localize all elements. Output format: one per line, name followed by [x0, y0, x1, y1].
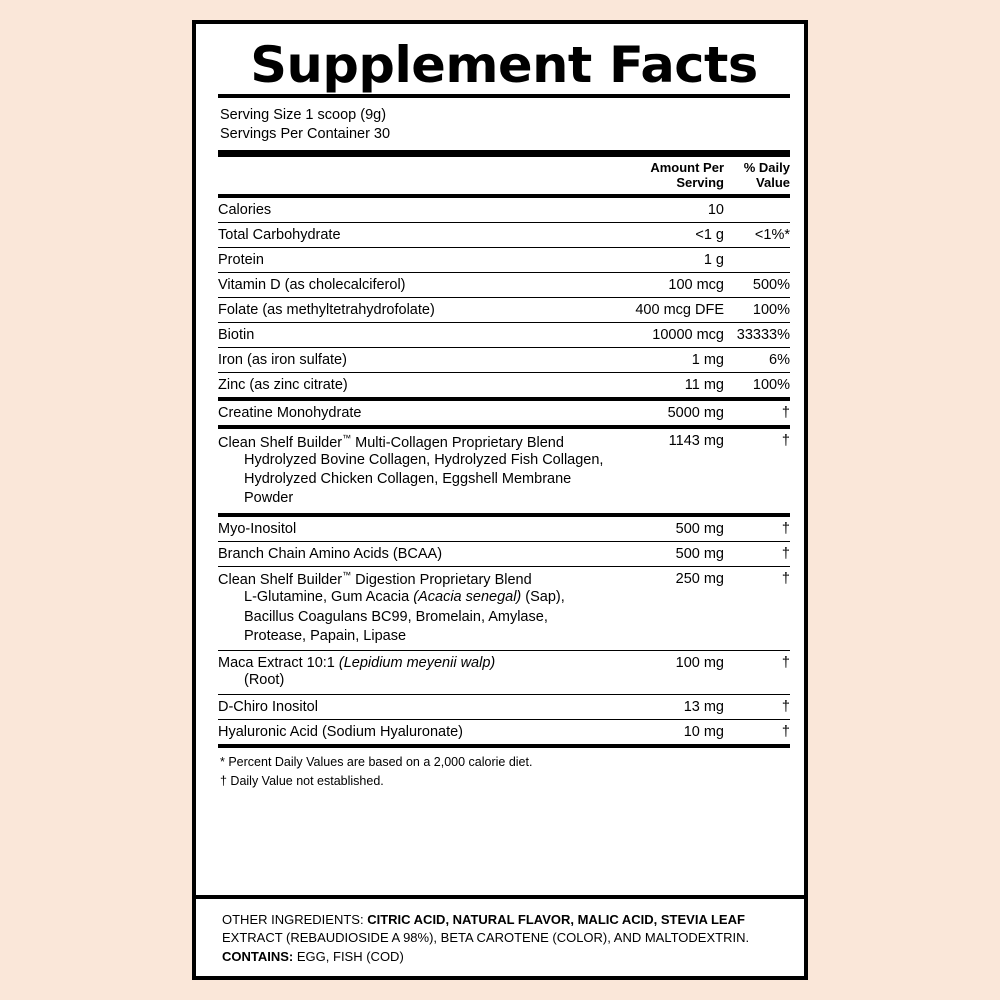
ingredient-name: Hyaluronic Acid (Sodium Hyaluronate)	[218, 720, 604, 745]
table-row	[218, 566, 790, 651]
ingredient-amount: 500 mg	[604, 541, 724, 566]
supplement-facts-panel	[192, 20, 808, 980]
header-amount-line1: Amount Per	[650, 160, 724, 176]
ingredient-name: Branch Chain Amino Acids (BCAA)	[218, 541, 604, 566]
nutrient-amount: 10	[604, 196, 724, 223]
nutrient-amount: 10000 mcg	[604, 322, 724, 347]
ingredient-amount: 500 mg	[604, 515, 724, 542]
blend-sub-digestion: L-Glutamine, Gum Acacia (Acacia senegal) (Sap), Bacillus Coagulans BC99, Bromelain, Amylase, Protease, Papain, Lipase	[244, 589, 565, 644]
nutrient-dv: <1%*	[724, 222, 790, 247]
nutrient-dv	[724, 196, 790, 223]
nutrient-amount: 400 mcg DFE	[604, 297, 724, 322]
nutrient-amount: 100 mcg	[604, 272, 724, 297]
ingredient-amount: 10 mg	[604, 720, 724, 745]
footnote-dv-not-established: † Daily Value not established.	[220, 773, 384, 788]
table-row	[218, 541, 790, 566]
ingredient-dv: †	[724, 515, 790, 542]
nutrient-dv: 500%	[724, 272, 790, 297]
nutrient-name: Folate (as methyltetrahydrofolate)	[218, 297, 604, 322]
nutrient-amount: 11 mg	[604, 372, 724, 399]
ingredient-dv: †	[724, 566, 790, 651]
blend-sub-collagen: Hydrolyzed Bovine Collagen, Hydrolyzed Fish Collagen, Hydrolyzed Chicken Collagen, Eggshell Membrane Powder	[244, 451, 604, 507]
nutrient-name: Protein	[218, 247, 604, 272]
table-row	[218, 222, 790, 247]
nutrient-dv: 6%	[724, 347, 790, 372]
trademark-icon: ™	[342, 570, 352, 581]
header-amount-per-serving	[604, 157, 724, 196]
header-dv-line1: % Daily	[743, 160, 790, 176]
footnote-daily-value-basis: * Percent Daily Values are based on a 2,000 calorie diet.	[220, 755, 533, 770]
header-daily-value	[724, 157, 790, 196]
other-ingredients-rest: EXTRACT (REBAUDIOSIDE A 98%), BETA CAROTENE (COLOR), AND MALTODEXTRIN.	[222, 930, 750, 946]
ingredient-dv: †	[724, 541, 790, 566]
nutrient-dv: 100%	[724, 297, 790, 322]
serving-info	[220, 106, 790, 144]
other-ingredients	[222, 911, 778, 948]
header-dv-line2: Value	[756, 174, 790, 190]
table-row	[218, 399, 790, 427]
nutrient-name: Vitamin D (as cholecalciferol)	[218, 272, 604, 297]
table-row	[218, 720, 790, 745]
contains-label: CONTAINS:	[222, 948, 294, 964]
table-row	[218, 515, 790, 542]
table-row	[218, 247, 790, 272]
page-title: Supplement Facts	[250, 36, 758, 94]
ingredient-name	[218, 427, 604, 515]
nutrient-amount: 1 g	[604, 247, 724, 272]
divider-above-footnotes	[218, 744, 790, 748]
contains-line	[222, 948, 778, 966]
table-row	[218, 651, 790, 695]
nutrient-name: Iron (as iron sulfate)	[218, 347, 604, 372]
nutrient-dv	[724, 247, 790, 272]
ingredient-amount: 5000 mg	[604, 399, 724, 427]
nutrition-table	[218, 157, 790, 744]
table-header-row	[218, 157, 790, 196]
ingredient-name: Creatine Monohydrate	[218, 399, 604, 427]
nutrient-name: Calories	[218, 196, 604, 223]
table-row	[218, 196, 790, 223]
nutrient-dv: 33333%	[724, 322, 790, 347]
blend-title-collagen: Clean Shelf Builder™ Multi-Collagen Proprietary Blend	[218, 432, 564, 451]
header-amount-line2: Serving	[676, 174, 724, 190]
blend-title-digestion: Clean Shelf Builder™ Digestion Proprietary Blend	[218, 570, 532, 589]
divider-above-headers	[218, 150, 790, 157]
ingredient-amount: 250 mg	[604, 566, 724, 651]
ingredient-dv: †	[724, 695, 790, 720]
nutrient-amount: <1 g	[604, 222, 724, 247]
table-row	[218, 297, 790, 322]
nutrient-name: Zinc (as zinc citrate)	[218, 372, 604, 399]
ingredient-dv: †	[724, 651, 790, 695]
other-ingredients-section	[196, 895, 804, 976]
contains-value: EGG, FISH (COD)	[296, 948, 404, 964]
latin-name: (Lepidium meyenii walp)	[338, 655, 496, 672]
ingredient-name	[218, 566, 604, 651]
ingredient-name: D-Chiro Inositol	[218, 695, 604, 720]
serving-size: Serving Size 1 scoop (9g)	[220, 107, 387, 123]
nutrient-name: Total Carbohydrate	[218, 222, 604, 247]
nutrient-dv: 100%	[724, 372, 790, 399]
trademark-icon: ™	[342, 432, 352, 443]
table-row	[218, 347, 790, 372]
table-row	[218, 272, 790, 297]
table-row	[218, 372, 790, 399]
table-row	[218, 695, 790, 720]
nutrient-name: Biotin	[218, 322, 604, 347]
divider-under-title	[218, 94, 790, 98]
ingredient-amount: 13 mg	[604, 695, 724, 720]
label-content	[218, 36, 790, 790]
ingredient-name: Maca Extract 10:1 (Lepidium meyenii walp) (Root)	[218, 651, 604, 695]
ingredient-dv: †	[724, 720, 790, 745]
ingredient-name: Myo-Inositol	[218, 515, 604, 542]
other-ingredients-label: OTHER INGREDIENTS:	[222, 911, 364, 927]
latin-name: (Acacia senegal)	[413, 589, 522, 606]
ingredient-dv: †	[724, 399, 790, 427]
other-ingredients-bold: CITRIC ACID, NATURAL FLAVOR, MALIC ACID, STEVIA LEAF	[367, 911, 745, 927]
ingredient-dv: †	[724, 427, 790, 515]
footnotes	[218, 753, 790, 789]
ingredient-amount: 1143 mg	[604, 427, 724, 515]
servings-per-container: Servings Per Container 30	[220, 126, 391, 143]
nutrient-amount: 1 mg	[604, 347, 724, 372]
table-row	[218, 427, 790, 515]
ingredient-part: (Root)	[244, 672, 285, 689]
header-spacer	[218, 157, 604, 196]
table-row	[218, 322, 790, 347]
ingredient-amount: 100 mg	[604, 651, 724, 695]
